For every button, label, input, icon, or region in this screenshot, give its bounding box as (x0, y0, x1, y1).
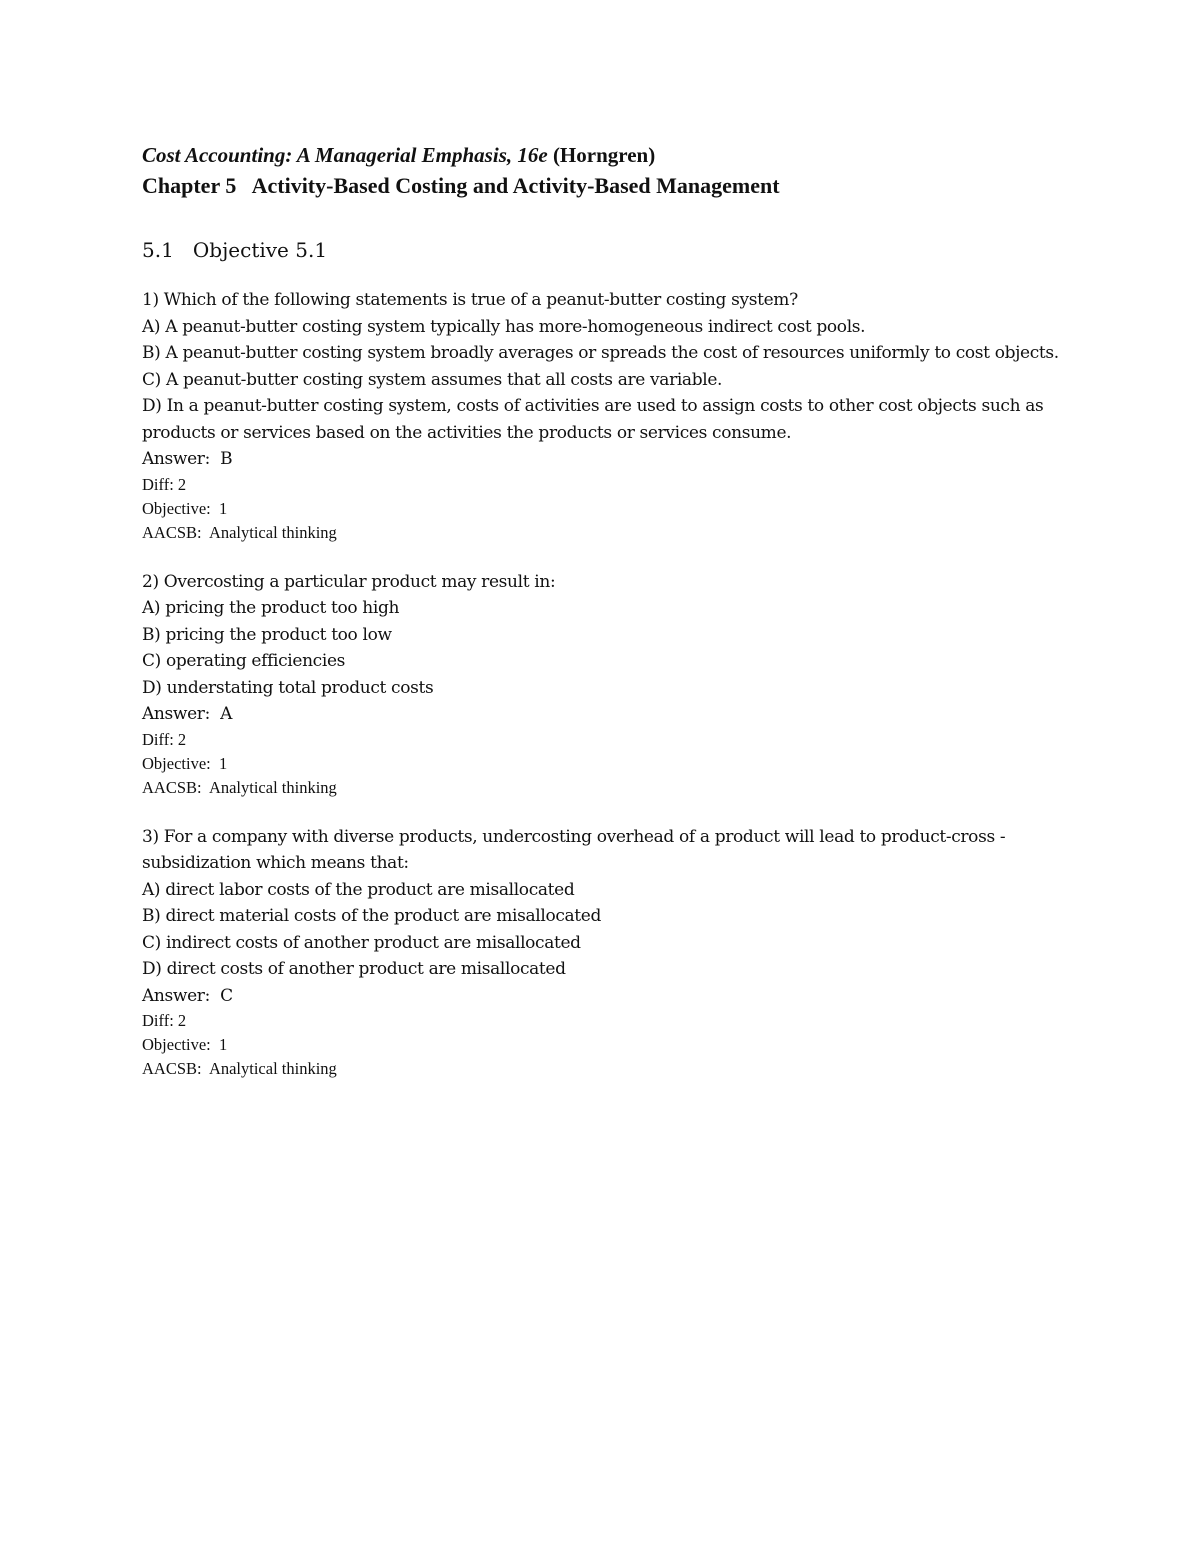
option-d: D) In a peanut-butter costing system, costs of activities are used to assign costs to other cost objects such as products or services based on the activities the products or services consume. (142, 396, 1044, 443)
chapter-title: Chapter 5 Activity-Based Costing and Activity-Based Management (142, 173, 780, 198)
option-c: C) operating efficiencies (142, 651, 346, 671)
option-d: D) understating total product costs (142, 677, 434, 698)
objective: Objective: 1 (142, 753, 228, 773)
book-title-author: (Horngren) (547, 143, 656, 167)
aacsb: AACSB: Analytical thinking (142, 1059, 337, 1078)
document-page (142, 140, 1062, 1105)
option-d: D) direct costs of another product are misallocated (142, 959, 566, 979)
question-stem: 1) Which of the following statements is true of a peanut-butter costing system? (142, 290, 798, 310)
aacsb: AACSB: Analytical thinking (142, 522, 337, 542)
question-list (142, 287, 1062, 1081)
option-b: B) A peanut-butter costing system broadly averages or spreads the cost of resources uniformly to cost objects. (142, 343, 1059, 363)
question-1 (142, 287, 1062, 545)
option-b: B) pricing the product too low (142, 624, 392, 645)
objective: Objective: 1 (142, 498, 228, 518)
book-title-name: Cost Accounting: A Managerial Emphasis, 16e (142, 143, 548, 167)
aacsb: AACSB: Analytical thinking (142, 777, 337, 797)
difficulty: Diff: 2 (142, 1011, 187, 1030)
objective: Objective: 1 (142, 1035, 228, 1054)
option-b: B) direct material costs of the product are misallocated (142, 906, 602, 926)
answer: Answer: A (142, 704, 233, 724)
answer: Answer: B (142, 449, 233, 469)
difficulty: Diff: 2 (142, 474, 187, 494)
difficulty: Diff: 2 (142, 729, 187, 749)
option-c: C) A peanut-butter costing system assumes that all costs are variable. (142, 369, 723, 390)
option-c: C) indirect costs of another product are misallocated (142, 932, 581, 953)
option-a: A) pricing the product too high (142, 598, 400, 618)
question-2 (142, 569, 1062, 800)
book-title (142, 140, 1062, 170)
question-stem: 3) For a company with diverse products, undercosting overhead of a product will lead to product-cross - subsidization which means that: (142, 826, 1006, 873)
answer: Answer: C (142, 985, 233, 1006)
section-title: 5.1 Objective 5.1 (142, 238, 328, 262)
option-a: A) direct labor costs of the product are misallocated (142, 879, 575, 900)
question-stem: 2) Overcosting a particular product may result in: (142, 571, 556, 592)
question-3 (142, 824, 1062, 1082)
option-a: A) A peanut-butter costing system typically has more-homogeneous indirect cost pools. (142, 316, 866, 337)
